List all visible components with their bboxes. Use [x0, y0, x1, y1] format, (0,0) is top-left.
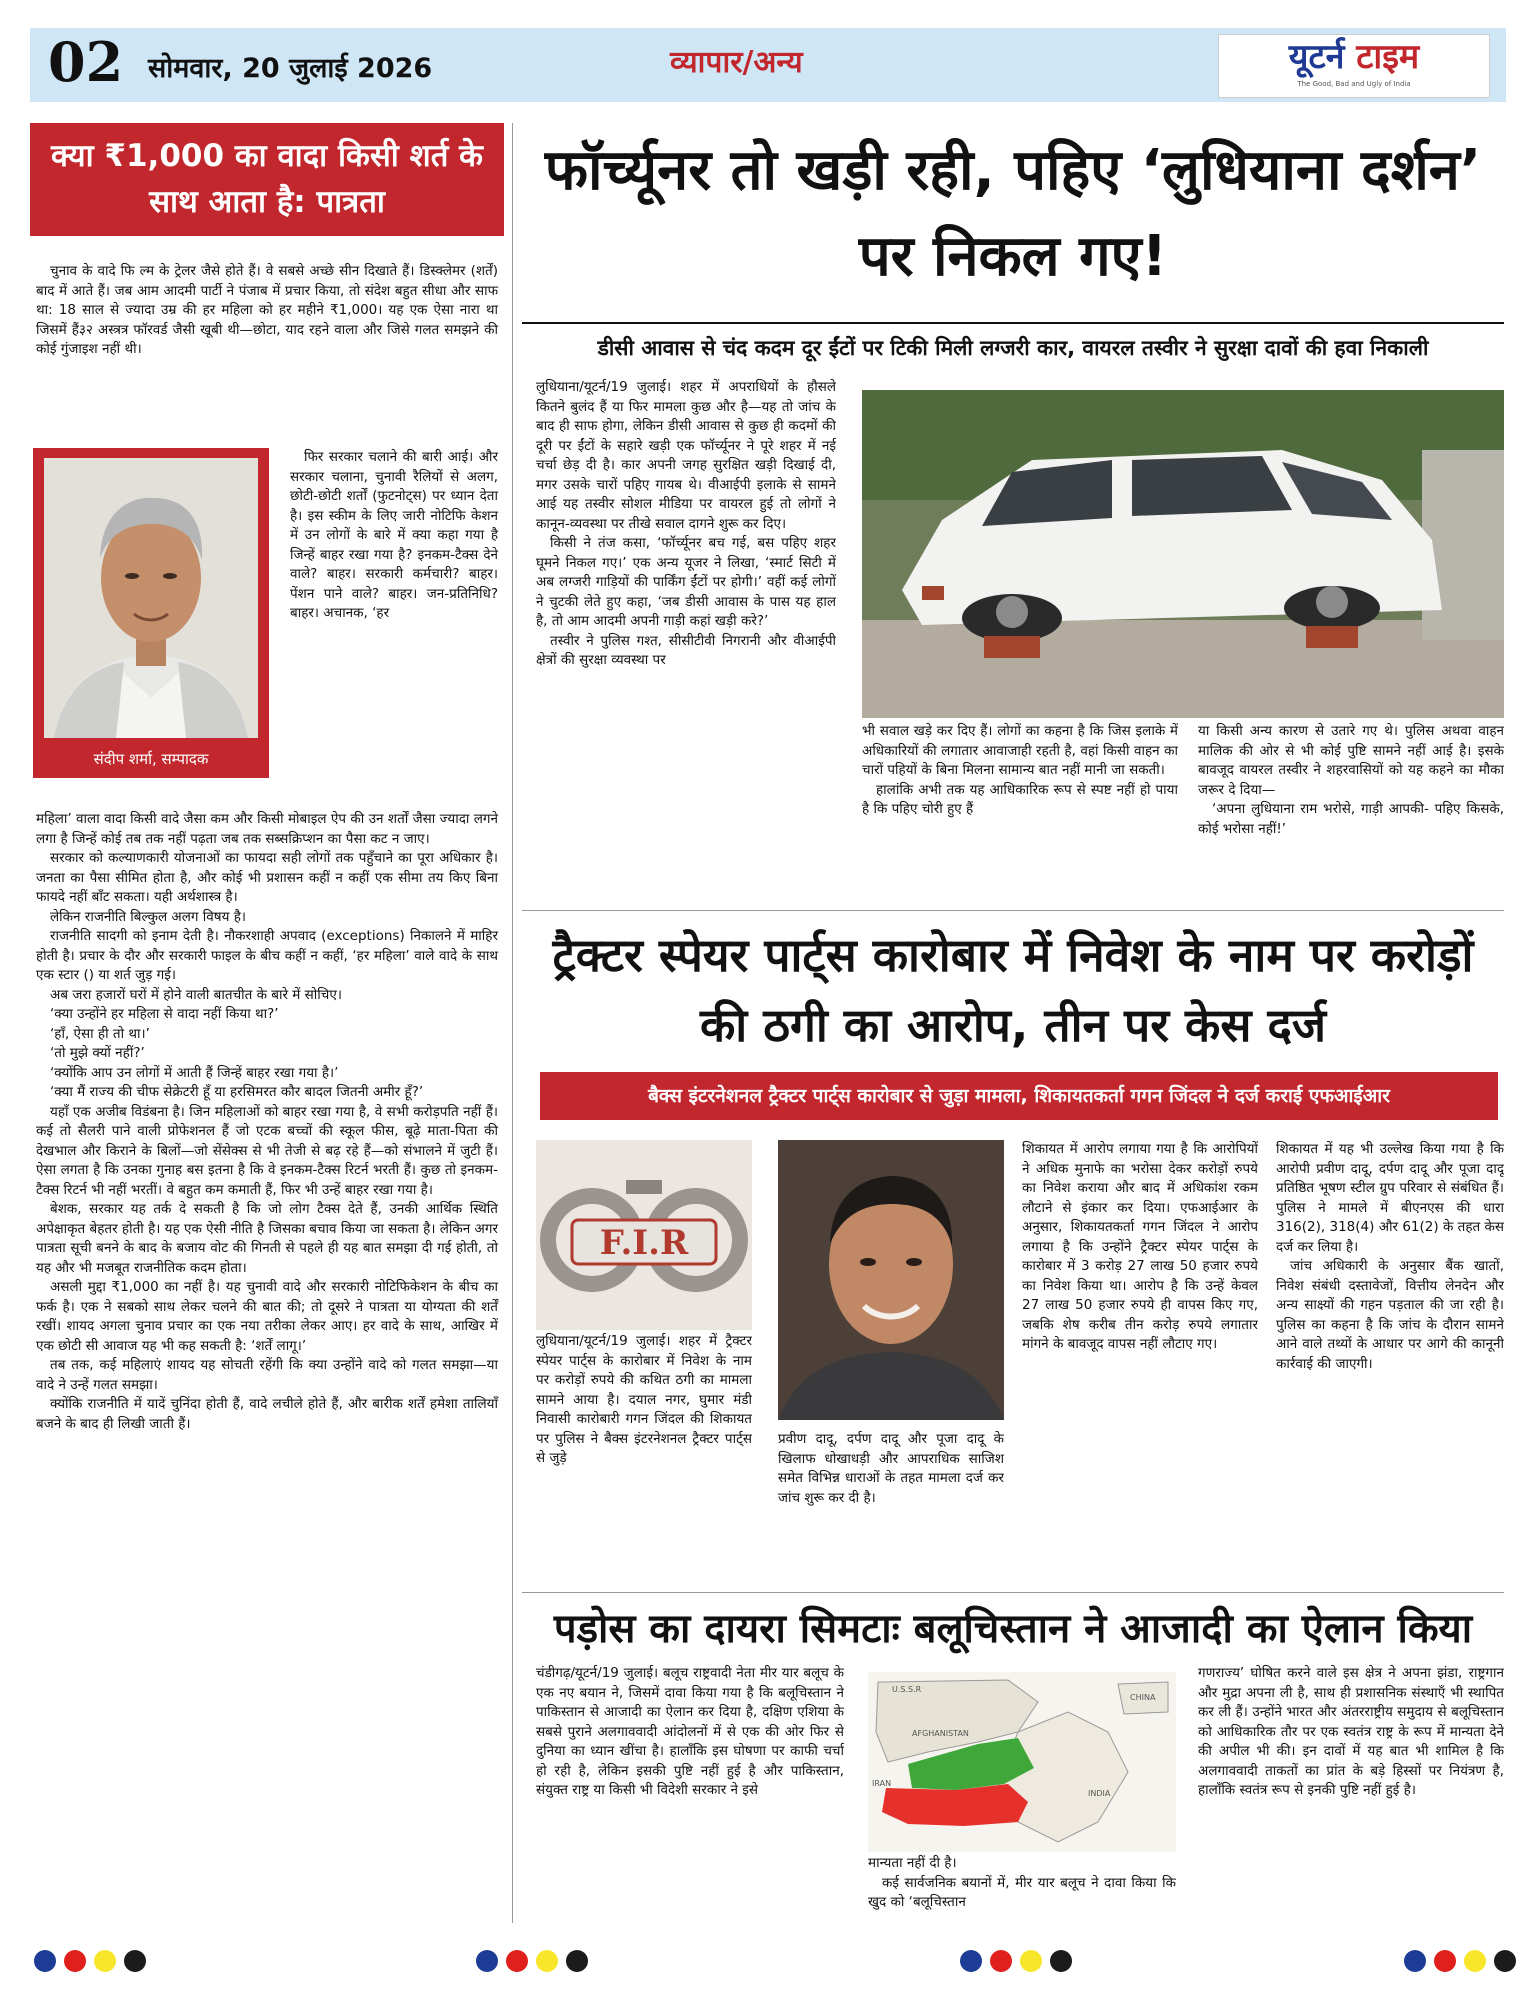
- editorial-paragraph: अब जरा हजारों घरों में होने वाली बातचीत के बारे में सोचिए।: [50, 986, 342, 1003]
- editorial-paragraph: ‘हाँ, ऐसा ही तो था।’: [50, 1025, 150, 1042]
- story2-paragraph: शिकायत में आरोप लगाया गया है कि आरोपियों ने अधिक मुनाफे का भरोसा देकर करोड़ों रुपये का निवेश कराया और बाद में अधिकांश रकम लौटाने से इंकार कर दिया। एफआईआर के अनुसार, शिकायतकर्ता गगन जिंदल ने आरोप लगाया है कि उन्होंने ट्रैक्टर स्पेयर पार्ट्स के कारोबार में 3 करोड़ 27 लाख 50 हजार रुपये का निवेश किया था। आरोप है कि उन्हें केवल 27 लाख 50 हजार रुपये ही वापस किए गए, जबकि शेष करीब तीन करोड़ रुपये लगातार मांगने के बावजूद वापस नहीं लौटाए गए।: [1022, 1141, 1258, 1352]
- story2-paragraph: प्रवीण दादू, दर्पण दादू और पूजा दादू के खिलाफ धोखाधड़ी और आपराधिक साजिश समेत विभिन्न धाराओं के तहत मामला दर्ज कर जांच शुरू कर दी है।: [778, 1431, 1004, 1506]
- story2-paragraph: जांच अधिकारी के अनुसार बैंक खातों, निवेश संबंधी दस्तावेजों, वित्तीय लेनदेन और अन्य साक्ष्यों की गहन पड़ताल की जा रही है। पुलिस का कहना है कि जांच के दौरान सामने आने वाले तथ्यों के आधार पर आगे की कानूनी कार्रवाई की जाएगी।: [1276, 1258, 1504, 1372]
- editor-photo: [44, 458, 258, 738]
- story2-column-2: [778, 1430, 1004, 1582]
- registration-dot: [124, 1950, 146, 1972]
- story1-subheadline: डीसी आवास से चंद कदम दूर ईंटों पर टिकी मिली लग्जरी कार, वायरल तस्वीर ने सुरक्षा दावों की हवा निकाली: [597, 336, 1429, 360]
- story2-subheadline: बैक्स इंटरनेशनल ट्रैक्टर पार्ट्स कारोबार से जुड़ा मामला, शिकायतकर्ता गगन जिंदल ने दर्ज कराई एफआईआर: [540, 1072, 1498, 1120]
- story3-paragraph: गणराज्य’ घोषित करने वाले इस क्षेत्र ने अपना झंडा, राष्ट्रगान और मुद्रा अपना ली है, साथ ही प्रशासनिक संस्थाएँ भी स्थापित कर ली हैं। उन्होंने भारत और अंतरराष्ट्रीय समुदाय से बलूचिस्तान को आधिकारिक तौर पर एक स्वतंत्र राष्ट्र के रूप में मान्यता देने की अपील भी की। इन दावों में यह बात भी शामिल है कि अलगाववादी ताकतों का प्रांत के बड़े हिस्सों पर नियंत्रण है, हालाँकि स्वतंत्र रूप से इनकी पुष्टि नहीं हुई है।: [1198, 1665, 1504, 1798]
- editorial-paragraph: सरकार को कल्याणकारी योजनाओं का फायदा सही लोगों तक पहुँचाने का पूरा अधिकार है। जनता का पैसा सीमित होता है, और कोई भी प्रशासन कहीं न कहीं एक सीमा तय किए बिना फायदे नहीं बाँट सकता। यही अर्थशास्त्र है।: [36, 850, 498, 905]
- map-label-afghanistan: AFGHANISTAN: [912, 1729, 969, 1738]
- story3-paragraph: कई सार्वजनिक बयानों में, मीर यार बलूच ने दावा किया कि खुद को ‘बलूचिस्तान: [868, 1874, 1176, 1910]
- registration-dot: [1464, 1950, 1486, 1972]
- story1-paragraph: लुधियाना/यूटर्न/19 जुलाई। शहर में अपराधियों के हौसले कितने बुलंद हैं या फिर मामला कुछ और है—यह तो जांच के बाद ही साफ होगा, लेकिन डीसी आवास से कुछ ही कदमों की दूरी पर ईंटों के सहारे खड़ी एक फॉर्च्यूनर ने पूरे शहर में नई चर्चा छेड़ दी है। कार अपनी जगह सुरक्षित खड़ी दिखाई दी, मगर उसके चारों पहिए गायब थे। वीआईपी इलाके से सामने आई यह तस्वीर सोशल मीडिया पर वायरल हुई तो लोगों ने कानून-व्यवस्था पर तीखे सवाल दागने शुरू कर दिए।: [536, 379, 836, 532]
- editorial-title: क्या ₹1,000 का वादा किसी शर्त के साथ आता है: पात्रता: [30, 123, 504, 236]
- registration-dot: [990, 1950, 1012, 1972]
- editorial-paragraph: असली मुद्दा ₹1,000 का नहीं है। यह चुनावी वादे और सरकारी नोटिफिकेशन के बीच का फर्क है। एक ने सबको साथ लेकर चलने की बात की; तो दूसरे ने पात्रता या योग्यता की शर्तें रखीं। शायद अगला चुनाव प्रचार का एक नया तरीका लेकर आए। हर वादे के साथ, आखिर में एक छोटी सी आवाज यह भी कह सकती है: ‘शर्तें लागू।’: [36, 1279, 498, 1354]
- story1-paragraph: किसी ने तंज कसा, ‘फॉर्च्यूनर बच गई, बस पहिए शहर घूमने निकल गए।’ एक अन्य यूजर ने लिखा, ‘स्मार्ट सिटी में अब लग्जरी गाड़ियों की पार्किंग ईंटों पर होगी।’ वहीं कई लोगों ने चुटकी लेते हुए कहा, ‘जब डीसी आवास के पास यह हाल है, तो आम आदमी अपनी गाड़ी कहां खड़ी करे?’: [536, 535, 836, 629]
- registration-dot: [960, 1950, 982, 1972]
- editor-photo-caption: संदीप शर्मा, सम्पादक: [93, 750, 209, 768]
- story1-paragraph: या किसी अन्य कारण से उतारे गए थे। पुलिस अथवा वाहन मालिक की ओर से भी कोई पुष्टि सामने नहीं आई है। इसके बावजूद वायरल तस्वीर ने शहरवासियों को यह कहने का मौका जरूर दे दिया—: [1198, 723, 1504, 798]
- balochistan-map: [868, 1672, 1176, 1852]
- car-on-bricks-illustration: [862, 390, 1504, 718]
- editorial-paragraph: राजनीति सादगी को इनाम देती है। नौकरशाही अपवाद (exceptions) निकालने में माहिर होती है। प्रचार के दौर और सरकारी फाइल के बीच कहीं न कहीं, ‘हर महिला’ वाले वादे के साथ एक स्टार () या शर्त जुड़ गई।: [36, 928, 498, 983]
- story3-column-1: [536, 1664, 844, 1924]
- column-divider: [512, 123, 513, 1923]
- accused-portrait-illustration: [778, 1140, 1004, 1420]
- editorial-intro: [36, 262, 498, 360]
- story2-rule: [522, 910, 1504, 911]
- story2-paragraph: शिकायत में यह भी उल्लेख किया गया है कि आरोपी प्रवीण दादू, दर्पण दादू और पूजा दादू प्रतिष्ठित भूषण स्टील ग्रुप परिवार से संबंधित हैं। पुलिस ने मामले में बीएनएस की धारा 316(2), 318(4) और 61(2) के तहत केस दर्ज कर लिया है।: [1276, 1141, 1504, 1255]
- registration-dot: [536, 1950, 558, 1972]
- registration-dot: [1020, 1950, 1042, 1972]
- fir-handcuffs-image: [536, 1140, 752, 1330]
- logo-name-part2: टाइम: [1344, 37, 1420, 77]
- editorial-paragraph: तब तक, कई महिलाएं शायद यह सोचती रहेंगी कि क्या उन्होंने वादे को गलत समझा—या वादे ने उन्हें गलत समझा।: [36, 1357, 498, 1393]
- registration-marks: [476, 1950, 588, 1972]
- story1-paragraph: भी सवाल खड़े कर दिए हैं। लोगों का कहना है कि जिस इलाके में अधिकारियों की लगातार आवाजाही रहती है, वहां किसी वाहन का चारों पहियों के बिना मिलना सामान्य बात नहीं मानी जा सकती।: [862, 723, 1178, 778]
- editorial-paragraph: बेशक, सरकार यह तर्क दे सकती है कि जो लोग टैक्स देते हैं, उनकी आर्थिक स्थिति अपेक्षाकृत बेहतर होती है। यह एक ऐसी नीति है जिसका बचाव किया जा सकता है। लेकिन अगर पात्रता सूची बनने के बाद के बजाय वोट की गिनती से पहले ही यह बात समझा दी गई होती, तो यह और भी मजबूत राजनीतिक कदम होता।: [36, 1201, 498, 1276]
- editorial-side-text: [290, 448, 498, 624]
- map-label-ussr: U.S.S.R: [892, 1685, 922, 1694]
- editor-portrait-illustration: [44, 458, 258, 738]
- story1-rule: [522, 322, 1504, 324]
- story2-column-4: [1276, 1140, 1504, 1582]
- registration-dot: [476, 1950, 498, 1972]
- registration-dot: [64, 1950, 86, 1972]
- handcuffs-icon: [536, 1140, 752, 1330]
- map-illustration: [868, 1672, 1176, 1852]
- registration-dot: [1494, 1950, 1516, 1972]
- map-label-china: CHINA: [1130, 1693, 1156, 1702]
- fortuner-photo: [862, 390, 1504, 718]
- registration-dot: [94, 1950, 116, 1972]
- story1-paragraph: ‘अपना लुधियाना राम भरोसे, गाड़ी आपकी- पहिए किसके, कोई भरोसा नहीं!’: [1198, 801, 1504, 837]
- story1-paragraph: हालांकि अभी तक यह आधिकारिक रूप से स्पष्ट नहीं हो पाया है कि पहिए चोरी हुए हैं: [862, 781, 1178, 817]
- registration-dot: [1404, 1950, 1426, 1972]
- registration-marks: [1404, 1950, 1516, 1972]
- story3-column-3: [1198, 1664, 1504, 1924]
- story3-headline: पड़ोस का दायरा सिमटाः बलूचिस्तान ने आजादी का ऐलान किया: [553, 1606, 1473, 1652]
- page-number: 02: [48, 30, 124, 94]
- story2-headline: ट्रैक्टर स्पेयर पार्ट्स कारोबार में निवेश के नाम पर करोड़ों की ठगी का आरोप, तीन पर केस दर्ज: [552, 928, 1474, 1052]
- logo-tagline: The Good, Bad and Ugly of India: [1297, 80, 1411, 88]
- logo-name-part1: यूटर्न: [1288, 37, 1345, 77]
- story3-rule: [522, 1592, 1504, 1593]
- story3-paragraph: मान्यता नहीं दी है।: [868, 1855, 957, 1871]
- story1-column-1: [536, 378, 836, 898]
- editorial-paragraph: ‘क्या मैं राज्य की चीफ सेक्रेटरी हूँ या हरसिमरत कौर बादल जितनी अमीर हूँ?’: [50, 1084, 424, 1100]
- editorial-paragraph: यहाँ एक अजीब विडंबना है। जिन महिलाओं को बाहर रखा गया है, वे सभी करोड़पति नहीं हैं। कई तो सैलरी पाने वाली प्रोफेशनल हैं जो एटक बच्चों की स्कूल फीस, बूढ़े माता-पिता की देखभाल और किराने के बिलों—जो सेंसेक्स से भी तेजी से बढ़ रहे हैं—को संभालने में जुटी हैं। ऐसा लगता है कि उनका गुनाह बस इतना है कि वे इनकम-टैक्स रिटर्न भरती हैं। कुछ तो इनकम-टैक्स रिटर्न भी नहीं भरतीं। वे बहुत कम कमाती हैं, फिर भी उन्हें बाहर रखा गया है।: [36, 1103, 498, 1198]
- story1-paragraph: तस्वीर ने पुलिस गश्त, सीसीटीवी निगरानी और वीआईपी क्षेत्रों की सुरक्षा व्यवस्था पर: [536, 632, 836, 668]
- story3-paragraph: चंडीगढ़/यूटर्न/19 जुलाई। बलूच राष्ट्रवादी नेता मीर यार बलूच के एक नए बयान ने, जिसमें दावा किया गया है कि बलूचिस्तान ने पाकिस्तान से आजादी का ऐलान कर दिया है, दक्षिण एशिया के सबसे पुराने अलगाववादी आंदोलनों में से एक की ओर फिर से दुनिया का ध्यान खींचा है। हालाँकि इस घोषणा पर काफी चर्चा हो रही है, लेकिन इसकी पुष्टि नहीं हुई है और पाकिस्तान, संयुक्त राष्ट्र या किसी भी विदेशी सरकार ने इसे: [536, 1665, 844, 1798]
- newspaper-logo: [1218, 34, 1490, 98]
- map-label-india: INDIA: [1088, 1789, 1111, 1798]
- fir-label: F.I.R: [599, 1223, 689, 1263]
- editorial-side-paragraph: फिर सरकार चलाने की बारी आई। और सरकार चलाना, चुनावी रैलियों से अलग, छोटी-छोटी शर्तों (फुटनोट्स) पर ध्यान देता है। इस स्कीम के लिए जारी नोटिफि केशन में उन लोगों के बारे में क्या कहा गया है जिन्हें बाहर रखा गया है? इनकम-टैक्स देने वाले? बाहर। सरकारी कर्मचारी? बाहर। पेंशन पाने वाले? बाहर। जन-प्रतिनिधि? बाहर। अचानक, ‘हर: [290, 449, 498, 621]
- editorial-paragraph: क्योंकि राजनीति में यादें चुनिंदा होती हैं, वादे लचीले होते हैं, और बारीक शर्तें हमेशा तालियाँ बजने के बाद ही लिखी जाती हैं।: [36, 1396, 498, 1432]
- issue-date: सोमवार, 20 जुलाई 2026: [148, 53, 433, 84]
- story2-paragraph: लुधियाना/यूटर्न/19 जुलाई। शहर में ट्रैक्टर स्पेयर पार्ट्स के कारोबार में निवेश के नाम पर करोड़ों रुपये की कथित ठगी का मामला सामने आया है। दयाल नगर, घुमार मंडी निवासी कारोबारी गगन जिंदल की शिकायत पर पुलिस ने बैक्स इंटरनेशनल ट्रैक्टर पार्ट्स से जुड़े: [536, 1333, 752, 1466]
- registration-dot: [1434, 1950, 1456, 1972]
- registration-dot: [566, 1950, 588, 1972]
- editorial-intro-text: चुनाव के वादे फि ल्म के ट्रेलर जैसे होते हैं। वे सबसे अच्छे सीन दिखाते हैं। डिस्क्लेमर (शर्तें) बाद में आते हैं। जब आम आदमी पार्टी ने पंजाब में प्रचार किया, तो संदेश बहुत सीधा और साफ था: 18 साल से ज्यादा उम्र की हर महिला को हर महीने ₹1,000। यह एक ऐसा नारा था जिसमें हैं३२ अस्त्रत्र फॉरवर्ड जैसी खूबी थी—छोटा, याद रहने वाला और जिसे गलत समझने की कोई गुंजाइश नहीं थी।: [36, 263, 498, 357]
- story2-column-1: [536, 1332, 752, 1582]
- story2-column-3: [1022, 1140, 1258, 1582]
- story1-column-2: [862, 722, 1178, 898]
- editorial-paragraph: ‘तो मुझे क्यों नहीं?’: [50, 1045, 145, 1061]
- logo-name: [1219, 35, 1489, 79]
- story1-headline: फॉर्च्यूनर तो खड़ी रही, पहिए ‘लुधियाना दर्शन’ पर निकल गए!: [544, 138, 1482, 289]
- accused-photo: [778, 1140, 1004, 1420]
- registration-marks: [34, 1950, 146, 1972]
- registration-dot: [1050, 1950, 1072, 1972]
- editorial-paragraph: ‘क्या उन्होंने हर महिला से वादा नहीं किया था?’: [50, 1006, 279, 1022]
- registration-marks: [960, 1950, 1072, 1972]
- map-label-iran: IRAN: [872, 1779, 892, 1788]
- editorial-paragraph: ‘क्योंकि आप उन लोगों में आती हैं जिन्हें बाहर रखा गया है।’: [50, 1064, 339, 1081]
- section-label: व्यापार/अन्य: [670, 45, 803, 80]
- registration-dot: [34, 1950, 56, 1972]
- editorial-paragraph: लेकिन राजनीति बिल्कुल अलग विषय है।: [50, 908, 246, 925]
- editorial-paragraph: महिला’ वाला वादा किसी वादे जैसा कम और किसी मोबाइल ऐप की उन शर्तों जैसा ज्यादा लगने लगा है जिन्हें कोई तब तक नहीं पढ़ता जब तक सब्सक्रिप्शन का पैसा कट न जाए।: [36, 811, 498, 847]
- story1-column-3: [1198, 722, 1504, 898]
- registration-dot: [506, 1950, 528, 1972]
- story3-column-2: [868, 1854, 1176, 1924]
- editorial-body: [36, 810, 498, 1434]
